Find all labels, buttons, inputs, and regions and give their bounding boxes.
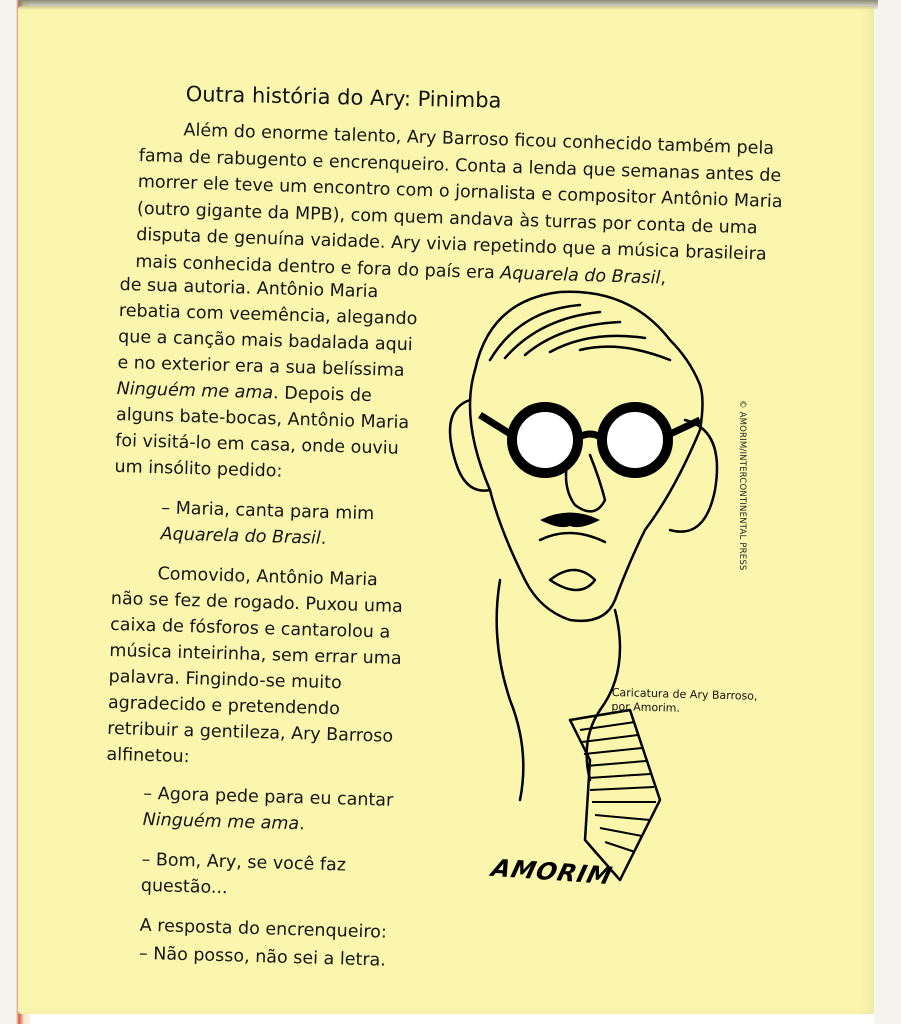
quote-4: A resposta do encrenqueiro: (139, 915, 388, 943)
intro-song-title: Aquarela do Brasil (499, 262, 661, 288)
story-text-1b: . Depois de alguns bate-bocas, Antônio Maria foi visitá-lo em casa, onde ouviu um insólito pedido: (114, 383, 410, 482)
song-title-ninguem: Ninguém me ama (116, 378, 274, 404)
intro-end: , (660, 267, 667, 289)
caricature-illustration (430, 280, 730, 900)
right-margin (874, 0, 901, 1024)
page-top-shadow (18, 0, 878, 10)
caption-line-2: por Amorim. (611, 699, 681, 715)
intro-text: Além do enorme talento, Ary Barroso ficou conhecido também pela fama de rabugento e encrenqueiro. Conta a lenda que semanas antes de morrer ele teve um encontro com o jornalista e compositor Antônio Maria (outro gigante da MPB), com quem andava às turras por conta de uma disputa de genuína vaidade. Ary vivia repetindo que a música brasileira mais conhecida dentro e fora do país era (135, 120, 783, 283)
story-column (101, 272, 420, 974)
quote-2-text: – Agora pede para eu cantar (143, 783, 394, 811)
quote-1 (112, 494, 413, 554)
section-title: Outra história do Ary: Pinimba (185, 82, 502, 113)
quote-3: – Bom, Ary, se você faz questão... (140, 849, 347, 899)
quote-1-end: . (320, 528, 327, 549)
quote-1-text: – Maria, canta para mim (161, 498, 375, 525)
image-caption (611, 686, 757, 718)
artist-signature: AMORIM (488, 854, 616, 890)
story-text-1a: de sua autoria. Antônio Maria rebatia com veemência, alegando que a canção mais badalada aqui e no exterior era a sua belíssima (117, 274, 418, 381)
quote-5: – Não posso, não sei a letra. (138, 943, 387, 971)
caption-line-1: Caricatura de Ary Barroso, (611, 686, 758, 703)
quote-1-song: Aquarela do Brasil (160, 524, 322, 549)
intro-paragraph (135, 116, 800, 296)
quote-2-song: Ninguém me ama (142, 809, 300, 835)
story-paragraph-1 (114, 272, 420, 488)
story-text-2: Comovido, Antônio Maria não se fez de rogado. Puxou uma caixa de fósforos e cantarolou a música inteirinha, sem errar uma palavra. Fingindo-se muito agradecido e pretendendo retribuir a gentileza, Ary Barroso alfinetou: (106, 564, 404, 768)
story-paragraph-2 (106, 560, 412, 776)
quote-2-end: . (298, 814, 306, 835)
photo-credit: © AMORIM/INTERCONTINENTAL PRESS (737, 400, 747, 571)
quote-2 (104, 780, 405, 840)
